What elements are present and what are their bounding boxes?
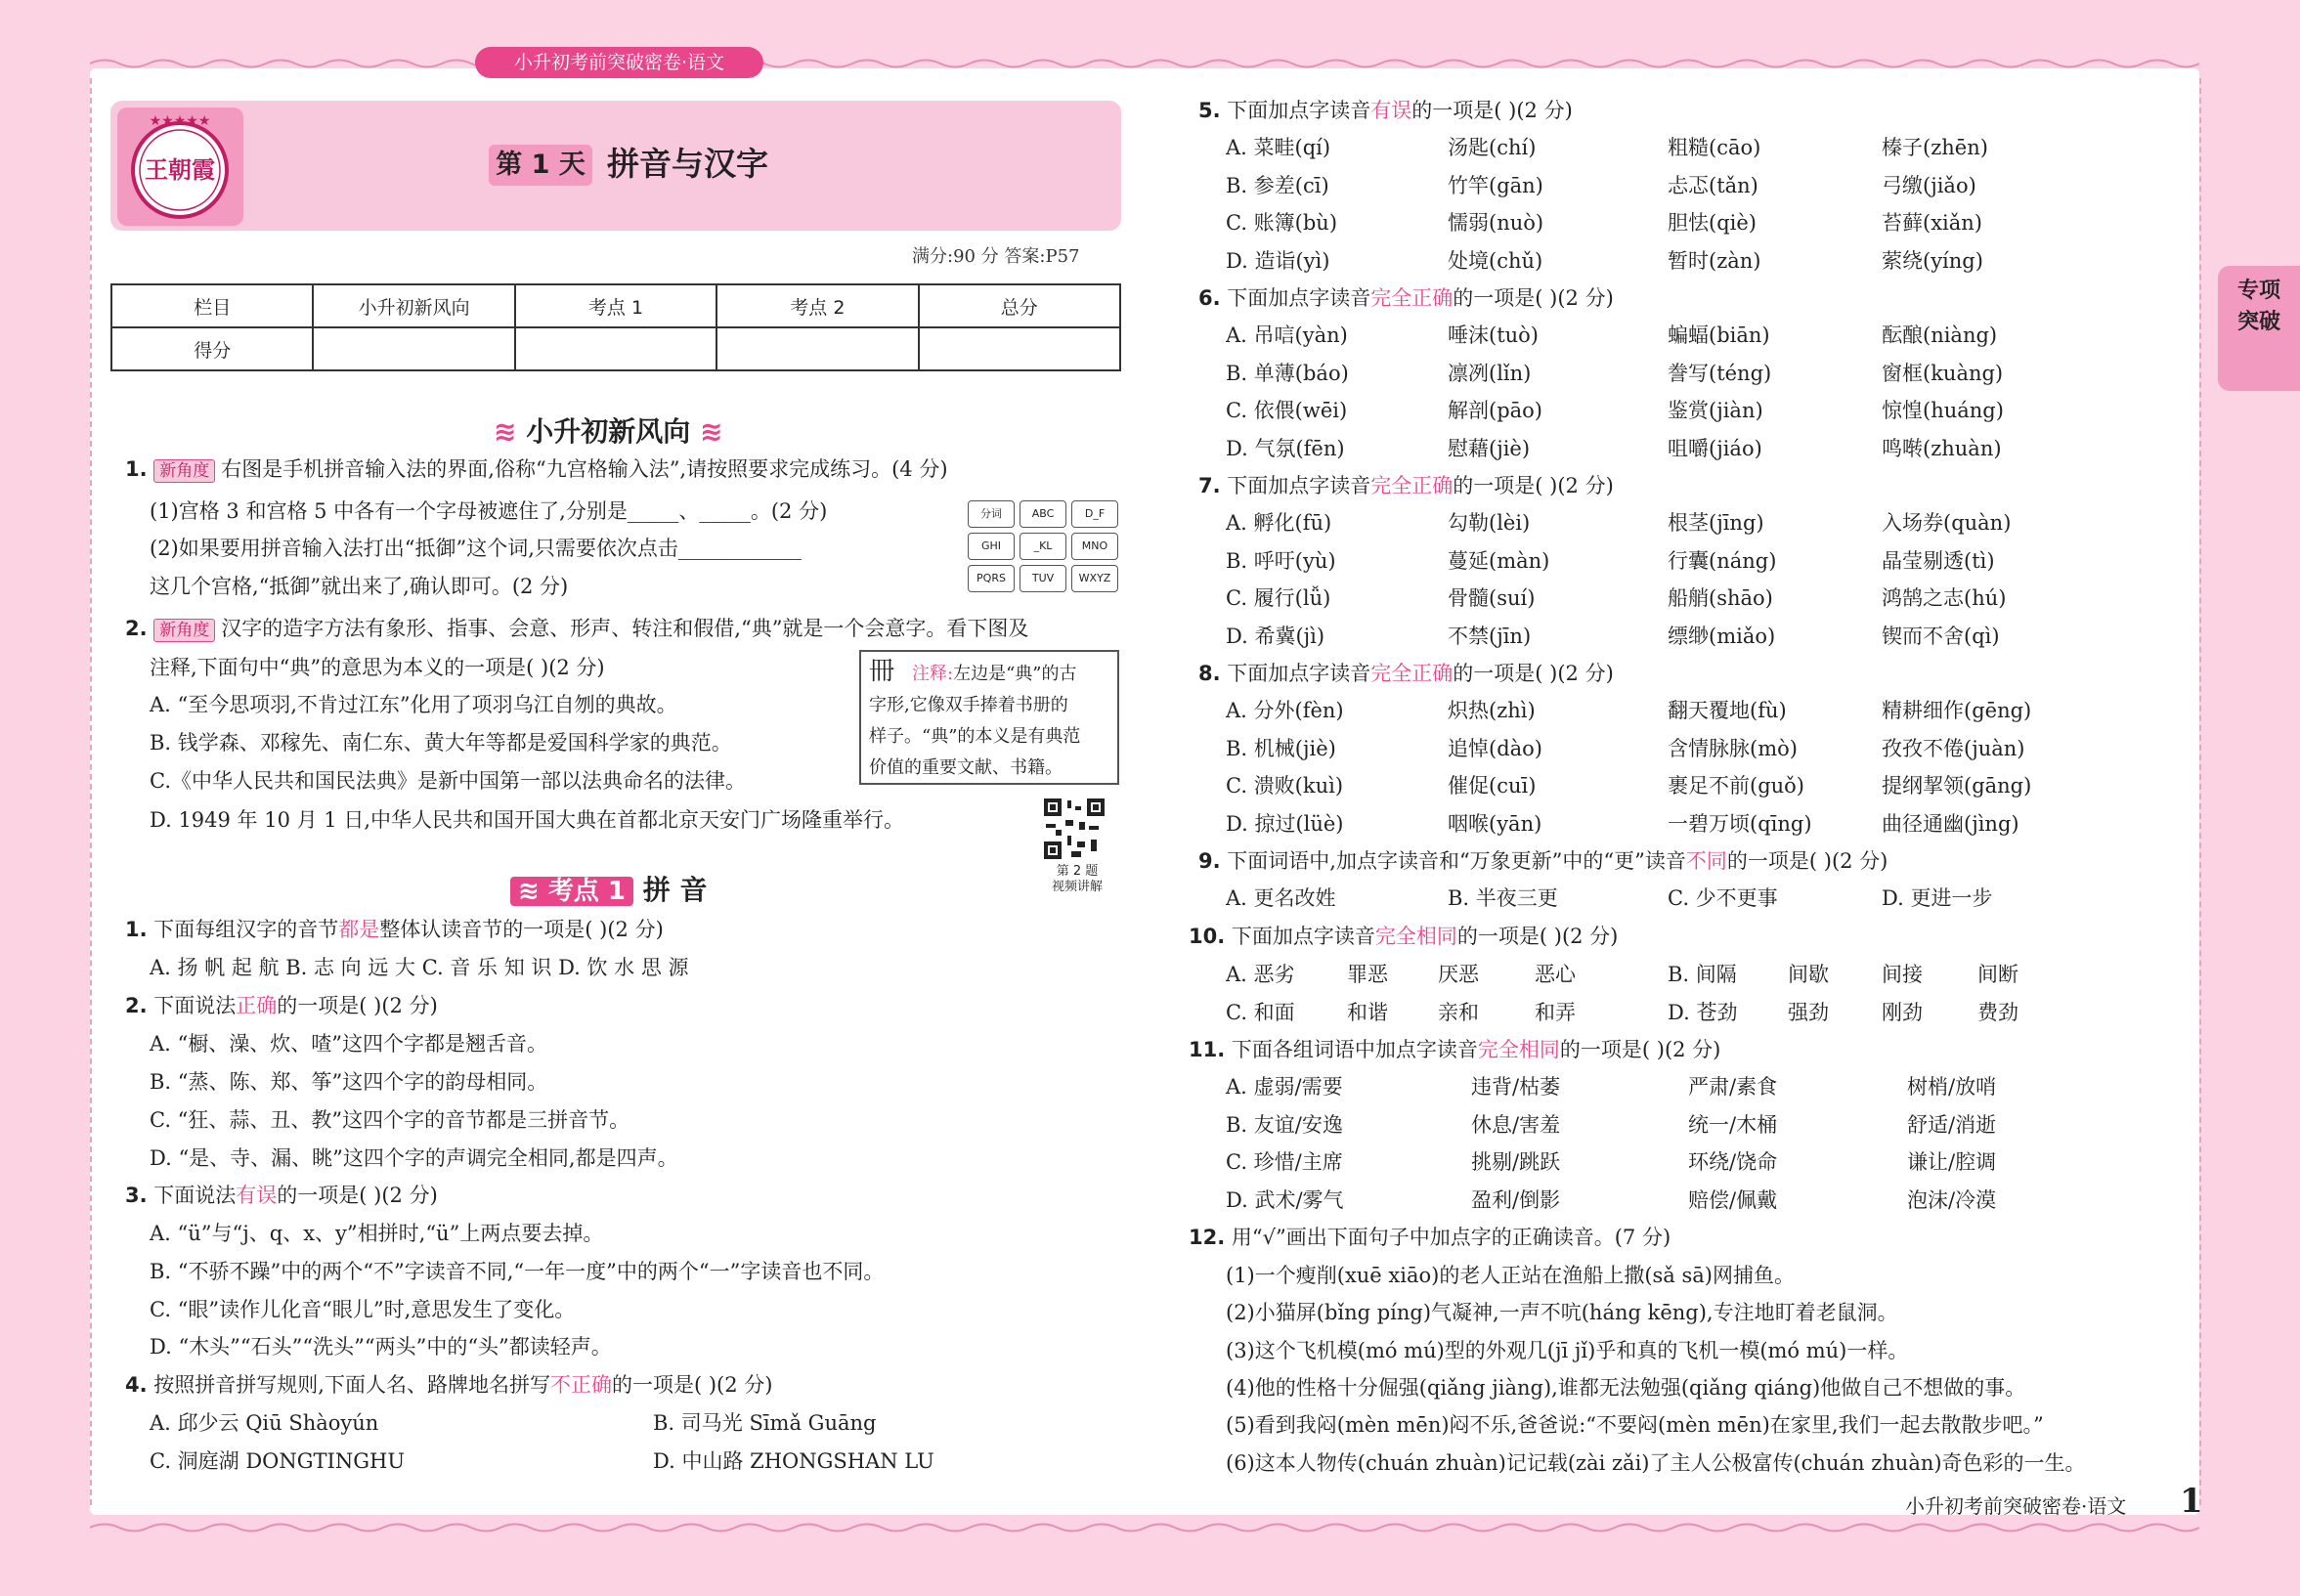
option-line: 锲而不舍(qì) (1882, 624, 2000, 648)
side-tab-line: 突破 (2236, 310, 2280, 334)
option-line: C. “眼”读作儿化音“眼儿”时,意思发生了变化。 (150, 1298, 576, 1321)
question-line: 这几个宫格,“抵御”就出来了,确认即可。(2 分) (150, 575, 569, 598)
option-line: A. “橱、澡、炊、喳”这四个字都是翘舌音。 (150, 1032, 547, 1056)
option-line: A. 分外(fèn) (1226, 699, 1344, 722)
score-cell[interactable] (515, 327, 716, 370)
question-line: (1)宫格 3 和宫格 5 中各有一个字母被遮住了,分别是_____、_____。(2 分) (150, 499, 828, 523)
option-line: 苔藓(xiǎn) (1882, 211, 1982, 235)
score-cell[interactable] (716, 327, 918, 370)
option-line: 裹足不前(guǒ) (1668, 774, 1804, 798)
day-tag: 第 1 天 (489, 145, 592, 186)
option-line: 行囊(náng) (1668, 548, 1777, 573)
option-line: C. 洞庭湖 DONGTINGHU (150, 1449, 406, 1473)
left-dashed-border (90, 78, 92, 1505)
option-line: 汤匙(chí) (1448, 136, 1537, 159)
option-line: 不禁(jīn) (1448, 624, 1532, 648)
option-line: 胆怯(qiè) (1668, 211, 1757, 235)
annotation-box (859, 650, 1119, 785)
option-line: 亲和 (1438, 1000, 1479, 1024)
bottom-wave-border (90, 1521, 2199, 1534)
question-line: 12. 用“√”画出下面句子中加点字的正确读音。(7 分) (1189, 1226, 1671, 1249)
question-line: 3. 下面说法有误的一项是( )(2 分) (125, 1184, 438, 1207)
option-line: 解剖(pāo) (1448, 399, 1542, 422)
score-cell[interactable] (313, 327, 514, 370)
option-line: 炽热(zhì) (1448, 699, 1536, 722)
option-line: D. 希冀(jì) (1226, 624, 1325, 648)
option-line: 入场券(quàn) (1882, 511, 2012, 535)
table-header: 总分 (919, 284, 1120, 327)
option-line: 一碧万顷(qīng) (1668, 811, 1812, 836)
option-line: B. 单薄(báo) (1226, 361, 1349, 385)
option-line: 竹竿(gān) (1448, 173, 1543, 197)
option-line: 盈利/倒影 (1471, 1187, 1561, 1212)
option-line: 孜孜不倦(juàn) (1882, 736, 2025, 760)
section-heading: ≋ 小升初新风向 ≋ (494, 415, 723, 448)
option-line: C. 溃败(kuì) (1226, 774, 1344, 798)
section-tag: 考点 1 (547, 877, 626, 906)
new-angle-tag: 新角度 (153, 459, 215, 483)
question-line: 11. 下面各组词语中加点字读音完全相同的一项是( )(2 分) (1189, 1038, 1721, 1061)
option-line: B. “不骄不躁”中的两个“不”字读音不同,“一年一度”中的两个“一”字读音也不同。 (150, 1260, 885, 1283)
keypad-key: MNO (1071, 533, 1118, 560)
option-line: 船艄(shāo) (1668, 586, 1773, 610)
keypad-key: _KL (1020, 533, 1066, 560)
option-line: D. 掠过(lüè) (1226, 811, 1344, 836)
option-line: B. 半夜三更 (1448, 886, 1558, 910)
option-line: D. “是、寺、漏、眺”这四个字的声调完全相同,都是四声。 (150, 1146, 678, 1170)
option-line: D. 武术/雾气 (1226, 1187, 1344, 1212)
option-line: A. 邱少云 Qiū Shàoyún (150, 1411, 379, 1435)
option-line: 谦让/腔调 (1907, 1150, 1997, 1174)
keypad-key: WXYZ (1071, 565, 1118, 592)
option-line: C. 和面 (1226, 1000, 1295, 1024)
svg-text:★★★★★: ★★★★★ (149, 113, 211, 129)
footer-text: 小升初考前突破密卷·语文 (1905, 1494, 2127, 1518)
question-text: 汉字的造字方法有象形、指事、会意、形声、转注和假借,“典”就是一个会意字。看下图及 (221, 617, 1029, 640)
table-header: 小升初新风向 (313, 284, 514, 327)
option-line: 缥缈(miǎo) (1668, 624, 1776, 648)
option-line: A. 虚弱/需要 (1226, 1075, 1343, 1099)
option-line: 根茎(jīng) (1668, 511, 1764, 535)
option-line: 环绕/饶命 (1688, 1150, 1778, 1174)
question-line: 7. 下面加点字读音完全正确的一项是( )(2 分) (1198, 474, 1614, 497)
option-line: 费劲 (1977, 1000, 2018, 1024)
question-line: 8. 下面加点字读音完全正确的一项是( )(2 分) (1198, 662, 1614, 685)
keypad-key: ABC (1020, 500, 1066, 528)
option-line: 鸣啭(zhuàn) (1882, 436, 2002, 460)
keypad-image (968, 500, 1120, 592)
option-line: 咀嚼(jiáo) (1668, 436, 1762, 460)
option-line: 鉴赏(jiàn) (1668, 399, 1763, 422)
option-line: 蔓延(màn) (1448, 548, 1550, 573)
note-text: 左边是“典”的古 (953, 664, 1077, 684)
option-line: A. “ü”与“j、q、x、y”相拼时,“ü”上两点要去掉。 (150, 1222, 604, 1245)
keypad-key: D_F (1071, 500, 1118, 528)
option-line: 唾沫(tuò) (1448, 324, 1539, 347)
option-line: 弓缴(jiǎo) (1882, 173, 1976, 197)
option-line: 泡沫/冷漠 (1907, 1187, 1997, 1212)
page-title: 拼音与汉字 (607, 145, 768, 183)
option-line: 催促(cuī) (1448, 774, 1537, 798)
option-line: 恶心 (1535, 963, 1576, 986)
option-line: 挑剔/跳跃 (1471, 1150, 1561, 1174)
option-line: C.《中华人民共和国民法典》是新中国第一部以法典命名的法律。 (150, 769, 746, 793)
option-line: 凛冽(lǐn) (1448, 361, 1532, 385)
option-line: D. 气氛(fēn) (1226, 436, 1345, 460)
note-text: 字形,它像双手捧着书册的 (869, 695, 1068, 715)
question-line: 10. 下面加点字读音完全相同的一项是( )(2 分) (1189, 925, 1619, 948)
option-line: 间接 (1882, 963, 1923, 986)
option-line: 和谐 (1347, 1000, 1388, 1024)
option-line: C. 履行(lǚ) (1226, 586, 1331, 610)
option-line: D. 更进一步 (1882, 886, 1993, 910)
option-line: (6)这本人物传(chuán zhuàn)记记载(zài zǎi)了主人公极富传(chuán zhuàn)奇色彩的一生。 (1226, 1450, 2086, 1475)
question-line: 5. 下面加点字读音有误的一项是( )(2 分) (1198, 99, 1573, 122)
note-text: 样子。“典”的本义是有典范 (869, 726, 1081, 747)
option-line: 骨髓(suí) (1448, 586, 1536, 610)
option-line: 刚劲 (1882, 1000, 1923, 1024)
option-line: 间歇 (1788, 963, 1829, 986)
option-line: A. “至今思项羽,不肯过江东”化用了项羽乌江自刎的典故。 (150, 693, 677, 716)
option-line: C. 珍惜/主席 (1226, 1150, 1343, 1174)
qr-caption-line: 第 2 题 (1056, 864, 1099, 879)
option-line: (4)他的性格十分倔强(qiǎng jiàng),谁都无法勉强(qiǎng qiáng)他做自己不想做的事。 (1226, 1375, 2026, 1400)
option-line: 处境(chǔ) (1448, 248, 1543, 273)
option-line: D. 苍劲 (1668, 1000, 1738, 1024)
option-line: 蝙蝠(biān) (1668, 324, 1770, 347)
option-line: D. 造诣(yì) (1226, 248, 1330, 273)
question-line: (2)如果要用拼音输入法打出“抵御”这个词,只需要依次点击____________ (150, 537, 802, 560)
option-line: 违背/枯萎 (1471, 1075, 1561, 1099)
option-line: 提纲挈领(gāng) (1882, 774, 2032, 798)
option-line: 忐忑(tǎn) (1668, 173, 1758, 197)
option-line: 翻天覆地(fù) (1668, 699, 1787, 722)
option-line: (2)小猫屏(bǐng píng)气凝神,一声不吭(háng kēng),专注地盯着老鼠洞。 (1226, 1301, 1898, 1325)
right-dashed-border (2199, 78, 2201, 1505)
section-title: 拼 音 (642, 874, 708, 906)
qr-code-icon[interactable] (1042, 797, 1107, 861)
keypad-key: PQRS (968, 565, 1015, 592)
side-tab (2218, 266, 2300, 391)
score-cell[interactable] (919, 327, 1120, 370)
question-line: 6. 下面加点字读音完全正确的一项是( )(2 分) (1198, 286, 1614, 310)
option-line: (5)看到我闷(mèn mēn)闷不乐,爸爸说:“不要闷(mèn mēn)在家里,我们一起去散散步吧。” (1226, 1413, 2044, 1438)
option-line: A. 菜畦(qí) (1226, 136, 1331, 159)
option-line: 舒适/消逝 (1907, 1112, 1997, 1137)
table-header: 考点 2 (716, 284, 918, 327)
question-line: 9. 下面词语中,加点字读音和“万象更新”中的“更”读音不同的一项是( )(2 分) (1198, 849, 1888, 873)
option-line: 精耕细作(gēng) (1882, 699, 2032, 722)
option-line: D. 1949 年 10 月 1 日,中华人民共和国开国大典在首都北京天安门广场隆重举行。 (150, 808, 905, 832)
table-header: 栏目 (111, 284, 313, 327)
question-line: 1. 下面每组汉字的音节都是整体认读音节的一项是( )(2 分) (125, 918, 664, 941)
option-line: 追悼(dào) (1448, 736, 1542, 760)
option-line: 晶莹剔透(tì) (1882, 548, 1995, 573)
option-line: 粗糙(cāo) (1668, 136, 1761, 159)
option-line: 勾勒(lèi) (1448, 511, 1531, 535)
question-line: 注释,下面句中“典”的意思为本义的一项是( )(2 分) (150, 656, 605, 679)
option-line: B. 间隔 (1668, 963, 1737, 986)
option-line: 休息/害羞 (1471, 1112, 1561, 1137)
option-line: B. “蒸、陈、郑、筝”这四个字的韵母相同。 (150, 1070, 548, 1094)
table-row-label: 得分 (111, 327, 313, 370)
side-tab-line: 专项 (2236, 279, 2280, 303)
note-label: 注释: (912, 664, 954, 684)
keypad-key: TUV (1020, 565, 1066, 592)
option-line: 树梢/放哨 (1907, 1075, 1997, 1099)
section-heading: ≋ 考点 1 拼 音 (510, 869, 708, 908)
section-title: 小升初新风向 (526, 415, 691, 448)
option-line: A. 吊唁(yàn) (1226, 324, 1348, 347)
qr-caption-line: 视频讲解 (1051, 880, 1103, 894)
option-line: 暂时(zàn) (1668, 248, 1761, 273)
option-line: B. 呼吁(yù) (1226, 548, 1336, 573)
logo-icon (115, 106, 245, 228)
option-line: A. 孵化(fū) (1226, 511, 1332, 535)
keypad-key: 分词 (968, 500, 1015, 528)
option-line: C. 依偎(wēi) (1226, 399, 1348, 422)
question-text: 右图是手机拼音输入法的界面,俗称“九宫格输入法”,请按照要求完成练习。(4 分) (221, 457, 948, 481)
option-line: C. 账簿(bù) (1226, 211, 1338, 235)
option-line: D. 中山路 ZHONGSHAN LU (653, 1449, 934, 1473)
option-line: 间断 (1977, 963, 2018, 986)
option-line: 和弄 (1535, 1000, 1576, 1024)
dian-glyph-icon: 冊 (869, 657, 895, 686)
option-line: 酝酿(niàng) (1882, 324, 1998, 347)
option-line: 强劲 (1788, 1000, 1829, 1024)
header-tab: 小升初考前突破密卷·语文 (475, 47, 763, 78)
option-line: B. 钱学森、邓稼先、南仁东、黄大年等都是爱国科学家的典范。 (150, 731, 732, 755)
option-line: (1)一个瘦削(xuē xiāo)的老人正站在渔船上撒(sǎ sā)网捕鱼。 (1226, 1264, 1795, 1287)
option-line: 懦弱(nuò) (1448, 211, 1544, 235)
option-line: 厌恶 (1438, 963, 1479, 986)
score-info: 满分:90 分 答案:P57 (912, 246, 1080, 267)
new-angle-tag: 新角度 (153, 619, 215, 642)
option-line: C. 少不更事 (1668, 886, 1778, 910)
option-line: 誊写(téng) (1668, 361, 1772, 385)
keypad-key: GHI (968, 533, 1015, 560)
option-line: 鸿鹄之志(hú) (1882, 586, 2007, 610)
option-line: B. 司马光 Sīmǎ Guāng (653, 1411, 877, 1435)
option-line: 罪恶 (1347, 963, 1388, 986)
option-line: 咽喉(yān) (1448, 811, 1542, 836)
svg-text:王朝霞: 王朝霞 (145, 155, 215, 184)
score-table (110, 283, 1121, 371)
question-line: 2. 下面说法正确的一项是( )(2 分) (125, 994, 438, 1017)
page-number: 1 (2180, 1482, 2203, 1521)
option-line: 榛子(zhēn) (1882, 136, 1988, 159)
option-line: (3)这个飞机模(mó mú)型的外观几(jī jǐ)乎和真的飞机一模(mó mú)一样。 (1226, 1338, 1909, 1362)
note-text: 价值的重要文献、书籍。 (869, 757, 1063, 778)
option-line: A. 恶劣 (1226, 963, 1295, 986)
table-header: 考点 1 (515, 284, 716, 327)
option-line: 萦绕(yíng) (1882, 248, 1983, 273)
question-line: 4. 按照拼音拼写规则,下面人名、路牌地名拼写不正确的一项是( )(2 分) (125, 1373, 773, 1397)
option-line: 统一/木桶 (1688, 1112, 1778, 1137)
option-line: 含情脉脉(mò) (1668, 736, 1798, 760)
option-line: D. “木头”“石头”“洗头”“两头”中的“头”都读轻声。 (150, 1335, 612, 1359)
option-line: 严肃/素食 (1688, 1075, 1778, 1099)
option-line: A. 更名改姓 (1226, 886, 1336, 910)
option-line: 赔偿/佩戴 (1688, 1187, 1778, 1212)
option-line: C. “狂、蒜、丑、教”这四个字的音节都是三拼音节。 (150, 1108, 630, 1132)
question-1: 1. 新角度 右图是手机拼音输入法的界面,俗称“九宫格输入法”,请按照要求完成练习。(4 分) (125, 457, 948, 481)
option-line: B. 参差(cī) (1226, 173, 1329, 197)
qr-caption (1042, 864, 1112, 895)
question-2: 2. 新角度 汉字的造字方法有象形、指事、会意、形声、转注和假借,“典”就是一个会意字。看下图及 (125, 617, 1029, 640)
option-line: B. 友谊/安逸 (1226, 1112, 1343, 1137)
option-line: 惊惶(huáng) (1882, 399, 2004, 422)
option-line: 慰藉(jiè) (1448, 436, 1531, 460)
option-line: B. 机械(jiè) (1226, 736, 1336, 760)
option-line: A. 扬 帆 起 航 B. 志 向 远 大 C. 音 乐 知 识 D. 饮 水 思 源 (150, 956, 689, 979)
option-line: 曲径通幽(jìng) (1882, 811, 2019, 836)
option-line: 窗框(kuàng) (1882, 361, 2004, 385)
